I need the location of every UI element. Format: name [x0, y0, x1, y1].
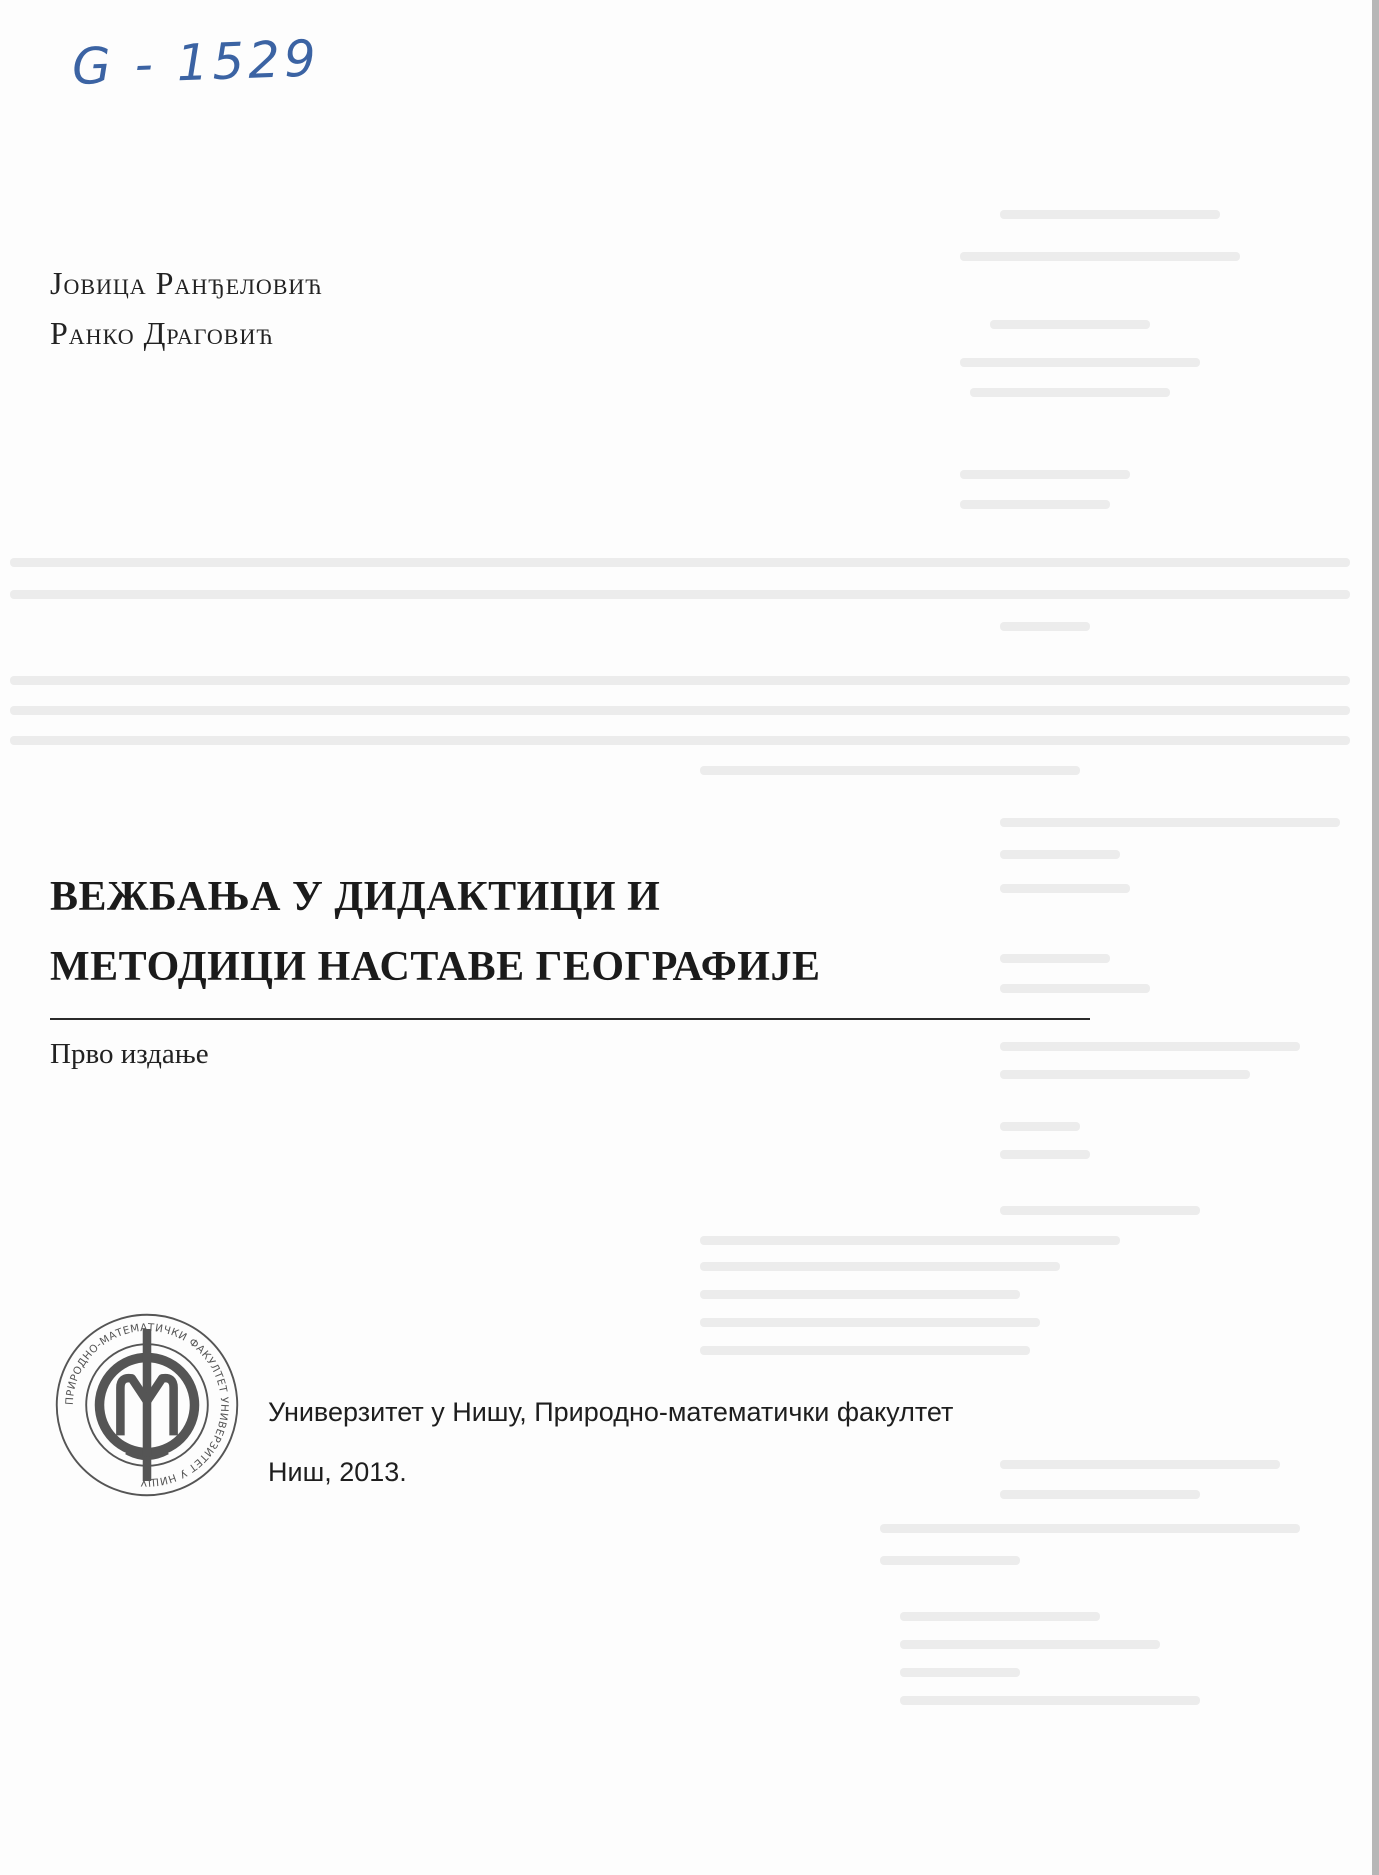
handwritten-inventory-number: G - 1529 [70, 29, 321, 96]
logo-ring-text: ПРИРОДНО-МАТЕМАТИЧКИ ФАКУЛТЕТ УНИВЕРЗИТЕТ У НИШУ [63, 1321, 231, 1489]
author-name: Ранко Драговић [50, 315, 274, 351]
faculty-logo [52, 1310, 242, 1500]
book-title [50, 862, 1110, 1002]
authors [50, 258, 323, 358]
book-title-line: МЕТОДИЦИ НАСТАВЕ ГЕОГРАФИЈЕ [50, 944, 821, 990]
publisher-name: Универзитет у Нишу, Природно-математички факултет [268, 1397, 954, 1427]
edition-label: Прво издање [50, 1038, 209, 1070]
publisher-block [268, 1382, 953, 1502]
title-rule [50, 1018, 1090, 1020]
book-title-line: ВЕЖБАЊА У ДИДАКТИЦИ И [50, 874, 661, 920]
scan-edge [1372, 0, 1379, 1875]
author-name: Јовица Ранђеловић [50, 265, 323, 301]
publication-place-year: Ниш, 2013. [268, 1457, 407, 1487]
